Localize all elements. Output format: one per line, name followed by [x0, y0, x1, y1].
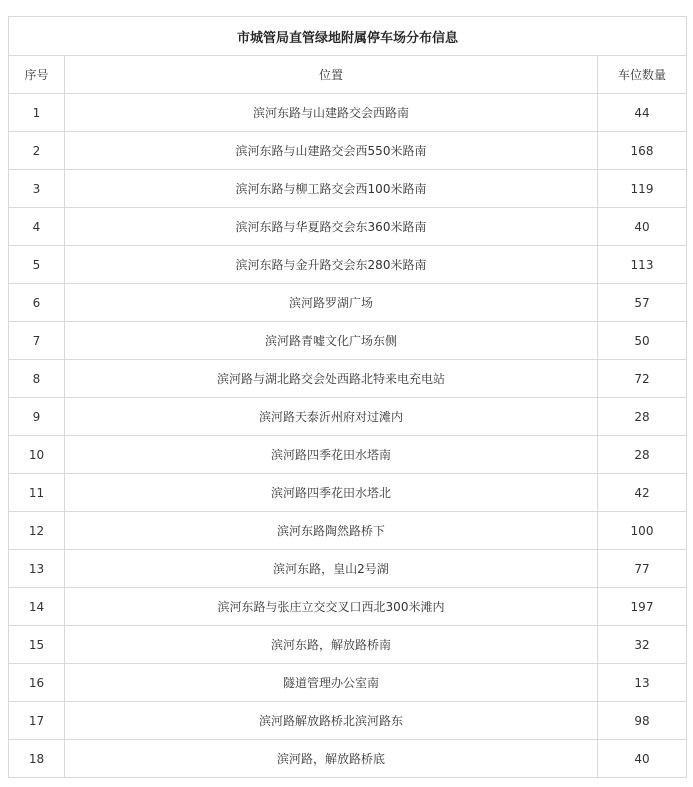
cell-location: 滨河路解放路桥北滨河路东 — [65, 702, 598, 740]
cell-parking-spaces: 40 — [598, 740, 687, 778]
table-row — [9, 474, 687, 512]
table-row — [9, 550, 687, 588]
cell-serial-number: 6 — [9, 284, 65, 322]
cell-location: 隧道管理办公室南 — [65, 664, 598, 702]
parking-table-container — [8, 16, 686, 778]
cell-location: 滨河东路与华夏路交会东360米路南 — [65, 208, 598, 246]
cell-parking-spaces: 72 — [598, 360, 687, 398]
table-row — [9, 740, 687, 778]
cell-parking-spaces: 13 — [598, 664, 687, 702]
cell-parking-spaces: 168 — [598, 132, 687, 170]
table-body — [9, 94, 687, 778]
cell-location: 滨河路四季花田水塔南 — [65, 436, 598, 474]
cell-serial-number: 16 — [9, 664, 65, 702]
cell-parking-spaces: 119 — [598, 170, 687, 208]
table-title-row — [9, 17, 687, 56]
cell-parking-spaces: 28 — [598, 436, 687, 474]
cell-parking-spaces: 28 — [598, 398, 687, 436]
cell-serial-number: 4 — [9, 208, 65, 246]
header-location: 位置 — [65, 56, 598, 94]
cell-serial-number: 2 — [9, 132, 65, 170]
cell-serial-number: 11 — [9, 474, 65, 512]
cell-serial-number: 9 — [9, 398, 65, 436]
cell-serial-number: 5 — [9, 246, 65, 284]
cell-parking-spaces: 42 — [598, 474, 687, 512]
cell-parking-spaces: 57 — [598, 284, 687, 322]
cell-location: 滨河路与湖北路交会处西路北特来电充电站 — [65, 360, 598, 398]
cell-location: 滨河东路与山建路交会西路南 — [65, 94, 598, 132]
parking-distribution-table — [8, 16, 687, 778]
cell-serial-number: 18 — [9, 740, 65, 778]
cell-serial-number: 13 — [9, 550, 65, 588]
table-row — [9, 664, 687, 702]
table-row — [9, 246, 687, 284]
cell-serial-number: 7 — [9, 322, 65, 360]
table-header-row — [9, 56, 687, 94]
table-row — [9, 322, 687, 360]
table-row — [9, 284, 687, 322]
cell-location: 滨河路罗湖广场 — [65, 284, 598, 322]
table-row — [9, 436, 687, 474]
cell-parking-spaces: 113 — [598, 246, 687, 284]
table-title: 市城管局直管绿地附属停车场分布信息 — [9, 17, 687, 56]
cell-parking-spaces: 77 — [598, 550, 687, 588]
cell-parking-spaces: 32 — [598, 626, 687, 664]
cell-location: 滨河东路，解放路桥南 — [65, 626, 598, 664]
table-row — [9, 94, 687, 132]
cell-location: 滨河东路与张庄立交交叉口西北300米滩内 — [65, 588, 598, 626]
cell-parking-spaces: 50 — [598, 322, 687, 360]
table-row — [9, 170, 687, 208]
table-row — [9, 588, 687, 626]
cell-serial-number: 15 — [9, 626, 65, 664]
cell-location: 滨河东路陶然路桥下 — [65, 512, 598, 550]
cell-location: 滨河路，解放路桥底 — [65, 740, 598, 778]
header-parking-spaces: 车位数量 — [598, 56, 687, 94]
cell-serial-number: 10 — [9, 436, 65, 474]
cell-parking-spaces: 100 — [598, 512, 687, 550]
table-row — [9, 702, 687, 740]
cell-location: 滨河路四季花田水塔北 — [65, 474, 598, 512]
cell-parking-spaces: 44 — [598, 94, 687, 132]
cell-location: 滨河东路与金升路交会东280米路南 — [65, 246, 598, 284]
table-row — [9, 208, 687, 246]
cell-parking-spaces: 40 — [598, 208, 687, 246]
table-row — [9, 512, 687, 550]
cell-location: 滨河东路与山建路交会西550米路南 — [65, 132, 598, 170]
cell-serial-number: 14 — [9, 588, 65, 626]
cell-serial-number: 8 — [9, 360, 65, 398]
table-row — [9, 398, 687, 436]
cell-location: 滨河东路与柳工路交会西100米路南 — [65, 170, 598, 208]
cell-parking-spaces: 98 — [598, 702, 687, 740]
table-row — [9, 626, 687, 664]
cell-serial-number: 3 — [9, 170, 65, 208]
cell-location: 滨河路青嘘文化广场东侧 — [65, 322, 598, 360]
cell-serial-number: 12 — [9, 512, 65, 550]
cell-location: 滨河路天泰沂州府对过滩内 — [65, 398, 598, 436]
cell-serial-number: 17 — [9, 702, 65, 740]
table-row — [9, 132, 687, 170]
cell-location: 滨河东路，皇山2号湖 — [65, 550, 598, 588]
table-row — [9, 360, 687, 398]
header-serial-number: 序号 — [9, 56, 65, 94]
cell-serial-number: 1 — [9, 94, 65, 132]
cell-parking-spaces: 197 — [598, 588, 687, 626]
